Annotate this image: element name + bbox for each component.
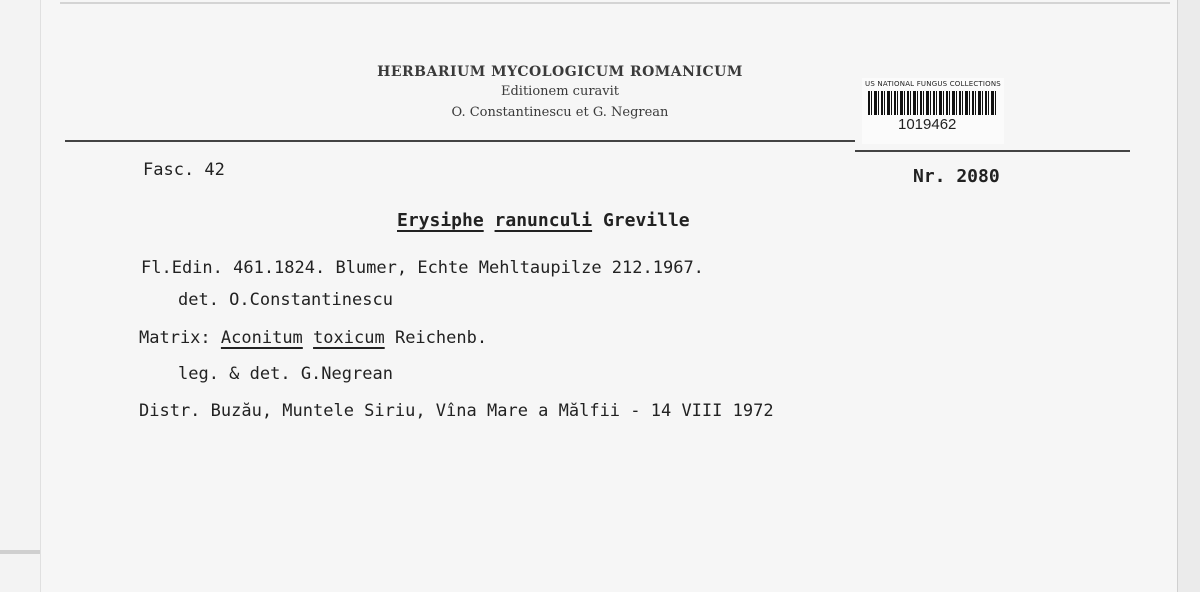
barcode-collection-name: US NATIONAL FUNGUS COLLECTIONS	[865, 80, 1001, 88]
matrix-label: Matrix:	[139, 328, 211, 348]
barcode-label	[862, 78, 1004, 144]
host-epithet: toxicum	[313, 328, 385, 348]
species-genus: Erysiphe	[397, 210, 484, 231]
header-divider-right	[855, 150, 1130, 152]
barcode-number: 1019462	[898, 116, 957, 133]
header-divider	[65, 140, 855, 142]
editors-caption: Editionem curavit	[500, 84, 620, 99]
herbarium-header	[330, 62, 790, 124]
host-genus: Aconitum	[220, 328, 303, 348]
species-author: Greville	[602, 210, 690, 231]
fascicle-number: Fasc. 42	[143, 160, 225, 180]
species-epithet: ranunculi	[494, 210, 593, 231]
card-edge	[1177, 0, 1200, 592]
barcode-icon	[868, 91, 998, 115]
host-author: Reichenb.	[394, 328, 488, 348]
top-edge-line	[60, 2, 1170, 4]
bottom-left-shadow	[0, 550, 40, 554]
literature-reference: Fl.Edin. 461.1824. Blumer, Echte Mehltaupilze 212.1967.	[141, 258, 704, 278]
determiner: det. O.Constantinescu	[178, 290, 393, 310]
species-title	[397, 210, 690, 231]
specimen-number: Nr. 2080	[913, 166, 1000, 187]
editors-names: O. Constantinescu et G. Negrean	[451, 105, 669, 120]
matrix-line	[139, 328, 487, 348]
locality-date: Distr. Buzău, Muntele Siriu, Vîna Mare a Mălfii - 14 VIII 1972	[139, 401, 774, 421]
herbarium-name: HERBARIUM MYCOLOGICUM ROMANICUM	[377, 64, 743, 80]
collector: leg. & det. G.Negrean	[178, 364, 393, 384]
